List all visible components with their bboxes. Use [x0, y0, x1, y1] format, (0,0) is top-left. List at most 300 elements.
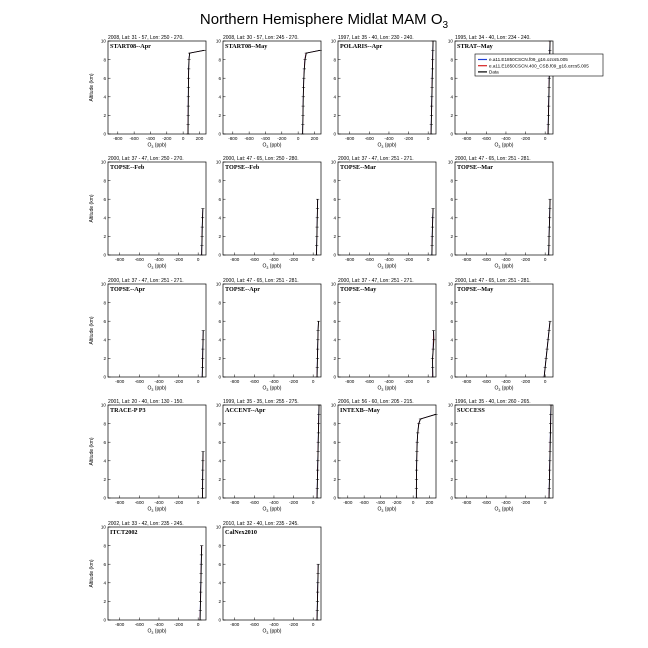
- y-tick-label: 10: [100, 38, 106, 44]
- y-tick-label: 8: [103, 543, 106, 549]
- y-tick-label: 10: [447, 38, 453, 44]
- x-tick-label: 200: [425, 500, 434, 505]
- y-tick-label: 0: [218, 374, 221, 380]
- x-tick-label: -600: [249, 379, 259, 384]
- y-tick-label: 10: [100, 524, 106, 530]
- y-tick-label: 2: [333, 113, 336, 119]
- x-tick-label: 0: [196, 379, 200, 384]
- y-tick-label: 10: [447, 281, 453, 287]
- x-axis-label-sub: 3: [266, 387, 269, 392]
- x-tick-label: 0: [196, 622, 200, 627]
- x-axis-label-unit: (ppb): [500, 263, 514, 270]
- x-axis-label-unit: (ppb): [383, 506, 397, 513]
- y-tick-label: 4: [218, 337, 221, 343]
- panel-7: [331, 156, 436, 270]
- y-tick-label: 2: [333, 477, 336, 483]
- x-tick-label: -400: [501, 379, 511, 384]
- data-profile-line: [202, 452, 203, 499]
- y-tick-label: 2: [218, 477, 221, 483]
- panel-header: 1996, Lat: 35 - 40, Lon: 260 - 265.: [455, 399, 531, 405]
- x-tick-label: 0: [426, 257, 430, 262]
- y-tick-label: 8: [103, 57, 106, 63]
- y-tick-label: 8: [218, 300, 221, 306]
- x-tick-label: 0: [543, 500, 547, 505]
- y-tick-label: 6: [333, 318, 336, 324]
- x-axis-label-sub: 3: [381, 265, 384, 270]
- x-axis-label-sub: 3: [266, 508, 269, 513]
- x-tick-label: -200: [403, 379, 414, 384]
- x-tick-label: -400: [154, 622, 164, 627]
- campaign-label: TOPSE--May: [340, 286, 377, 293]
- y-tick-label: 8: [450, 57, 453, 63]
- x-tick-label: -200: [288, 622, 299, 627]
- y-tick-label: 4: [218, 94, 221, 100]
- x-tick-label: 0: [543, 379, 547, 384]
- x-axis-label: [495, 143, 514, 149]
- plot-frame: [338, 284, 436, 377]
- x-tick-label: -800: [115, 500, 125, 505]
- panel-header: 2000, Lat: 37 - 47, Lon: 251 - 271.: [338, 278, 414, 284]
- panel-14: [216, 399, 321, 513]
- x-axis-label-unit: (ppb): [500, 142, 514, 149]
- x-tick-label: 0: [411, 500, 415, 505]
- panel-16: [448, 399, 553, 513]
- panel-header: 1995, Lat: 34 - 40, Lon: 234 - 240.: [455, 35, 531, 41]
- y-tick-label: 10: [100, 402, 106, 408]
- x-axis-label-main: O: [494, 385, 499, 392]
- y-axis-label: Altitude (km): [89, 316, 95, 345]
- y-tick-label: 8: [450, 178, 453, 184]
- y-axis-label: Altitude (km): [89, 194, 95, 223]
- y-tick-label: 2: [450, 234, 453, 240]
- panel-header: 2002, Lat: 33 - 42, Lon: 235 - 245.: [108, 521, 184, 527]
- x-tick-label: 0: [311, 500, 315, 505]
- y-tick-label: 4: [450, 94, 453, 100]
- x-tick-label: -400: [260, 136, 271, 141]
- legend-label: e.a11.E1850CSCN.f09_g16.ozcs5.005: [489, 57, 568, 63]
- panel-2: [216, 35, 322, 149]
- x-tick-label: -400: [269, 622, 279, 627]
- x-tick-label: -800: [230, 257, 240, 262]
- x-axis-label-unit: (ppb): [268, 385, 282, 392]
- panel-grid: [89, 35, 603, 635]
- x-axis-label: [263, 386, 282, 392]
- x-axis-label: [148, 386, 167, 392]
- panel-12: [448, 278, 553, 392]
- x-axis-label: [148, 143, 167, 149]
- y-tick-label: 2: [450, 477, 453, 483]
- campaign-label: TOPSE--Apr: [110, 286, 145, 293]
- y-tick-label: 10: [215, 38, 221, 44]
- x-tick-label: -600: [364, 257, 374, 262]
- y-tick-label: 6: [333, 75, 336, 81]
- y-tick-label: 6: [103, 318, 106, 324]
- y-tick-label: 6: [450, 439, 453, 445]
- plot-frame: [223, 162, 321, 255]
- x-tick-label: -400: [269, 257, 279, 262]
- y-tick-label: 2: [103, 356, 106, 362]
- y-tick-label: 6: [103, 439, 106, 445]
- plot-frame: [455, 405, 553, 498]
- x-tick-label: 0: [196, 257, 200, 262]
- x-axis-label-unit: (ppb): [383, 385, 397, 392]
- y-tick-label: 4: [103, 580, 106, 586]
- x-tick-label: -600: [134, 622, 144, 627]
- x-tick-label: 0: [311, 622, 315, 627]
- y-tick-label: 2: [333, 234, 336, 240]
- y-tick-label: 2: [103, 234, 106, 240]
- x-tick-label: 200: [310, 136, 319, 141]
- x-axis-label-main: O: [377, 506, 382, 513]
- plot-frame: [338, 41, 436, 134]
- x-axis-label-main: O: [494, 142, 499, 149]
- x-tick-label: 0: [543, 136, 547, 141]
- y-axis-label: Altitude (km): [89, 73, 95, 102]
- x-axis-label-sub: 3: [381, 387, 384, 392]
- plot-frame: [108, 405, 206, 498]
- x-tick-label: -200: [392, 500, 402, 505]
- y-tick-label: 0: [103, 617, 106, 623]
- y-tick-label: 6: [218, 318, 221, 324]
- plot-frame: [223, 527, 321, 620]
- y-tick-label: 10: [330, 402, 336, 408]
- y-tick-label: 0: [450, 374, 453, 380]
- y-tick-label: 4: [103, 215, 106, 221]
- x-axis-label-unit: (ppb): [383, 263, 397, 270]
- y-tick-label: 6: [218, 196, 221, 202]
- y-tick-label: 4: [333, 458, 336, 464]
- x-axis-label-main: O: [147, 385, 152, 392]
- y-tick-label: 8: [218, 178, 221, 184]
- y-tick-label: 0: [103, 374, 106, 380]
- x-tick-label: -600: [364, 379, 374, 384]
- x-tick-label: -400: [154, 257, 164, 262]
- x-axis-label-main: O: [494, 506, 499, 513]
- y-tick-label: 2: [103, 113, 106, 119]
- y-tick-label: 0: [218, 252, 221, 258]
- legend-label: e.a11.E1850CSCN.400_CSB.f09_g16.ozcs5.005: [489, 63, 589, 69]
- panel-8: [448, 156, 553, 270]
- y-tick-label: 0: [333, 374, 336, 380]
- x-tick-label: -400: [501, 257, 511, 262]
- panel-header: 2000, Lat: 37 - 47, Lon: 251 - 271.: [108, 278, 184, 284]
- x-tick-label: -600: [364, 136, 374, 141]
- x-tick-label: -200: [520, 136, 531, 141]
- x-tick-label: -800: [343, 500, 353, 505]
- y-tick-label: 10: [330, 159, 336, 165]
- panel-17: [89, 521, 206, 635]
- x-tick-label: 0: [311, 379, 315, 384]
- x-tick-label: -600: [134, 500, 144, 505]
- y-tick-label: 0: [103, 131, 106, 137]
- x-axis-label-sub: 3: [498, 265, 501, 270]
- plot-frame: [108, 527, 206, 620]
- campaign-label: SUCCESS: [457, 407, 485, 414]
- x-axis-label-main: O: [262, 628, 267, 635]
- x-axis-label-sub: 3: [266, 144, 269, 149]
- x-tick-label: -200: [288, 379, 299, 384]
- campaign-label: TOPSE--Mar: [340, 164, 376, 171]
- panel-5: [89, 156, 206, 270]
- x-axis-label-sub: 3: [266, 630, 269, 635]
- panel-10: [216, 278, 321, 392]
- x-tick-label: -200: [520, 257, 531, 262]
- x-tick-label: -400: [269, 379, 279, 384]
- y-tick-label: 6: [450, 196, 453, 202]
- y-tick-label: 2: [450, 356, 453, 362]
- x-axis-label-unit: (ppb): [153, 263, 167, 270]
- x-tick-label: -600: [481, 379, 491, 384]
- x-tick-label: 0: [426, 379, 430, 384]
- x-tick-label: -400: [375, 500, 386, 505]
- x-axis-label-unit: (ppb): [268, 142, 282, 149]
- y-tick-label: 4: [450, 458, 453, 464]
- plot-frame: [223, 405, 321, 498]
- x-tick-label: -800: [228, 136, 238, 141]
- x-axis-label-sub: 3: [151, 265, 154, 270]
- x-tick-label: -400: [384, 257, 394, 262]
- x-axis-label-main: O: [494, 263, 499, 270]
- plot-frame: [108, 284, 206, 377]
- y-tick-label: 10: [215, 524, 221, 530]
- panel-header: 2000, Lat: 47 - 65, Lon: 251 - 281.: [455, 156, 531, 162]
- x-tick-label: -800: [230, 622, 240, 627]
- x-axis-label-unit: (ppb): [268, 263, 282, 270]
- model-profile-line: [416, 414, 435, 498]
- panel-13: [89, 399, 206, 513]
- x-tick-label: -400: [154, 379, 164, 384]
- y-tick-label: 4: [450, 337, 453, 343]
- x-tick-label: -800: [230, 379, 240, 384]
- x-tick-label: -600: [481, 500, 491, 505]
- x-tick-label: -600: [249, 257, 259, 262]
- panel-header: 1999, Lat: 35 - 35, Lon: 255 - 275.: [223, 399, 299, 405]
- x-axis-label: [263, 264, 282, 270]
- x-axis-label-main: O: [147, 506, 152, 513]
- x-axis-label-main: O: [377, 263, 382, 270]
- x-tick-label: -200: [403, 136, 414, 141]
- x-tick-label: -200: [162, 136, 172, 141]
- plot-frame: [108, 41, 206, 134]
- x-tick-label: -600: [359, 500, 369, 505]
- x-tick-label: -200: [288, 257, 299, 262]
- y-tick-label: 8: [450, 421, 453, 427]
- y-tick-label: 6: [218, 75, 221, 81]
- x-axis-label: [148, 507, 167, 513]
- x-tick-label: 0: [196, 500, 200, 505]
- panel-header: 2006, Lat: 56 - 60, Lon: 205 - 215.: [338, 399, 414, 405]
- y-tick-label: 4: [218, 458, 221, 464]
- y-tick-label: 4: [103, 337, 106, 343]
- panel-header: 2008, Lat: 31 - 57, Lon: 250 - 270.: [108, 35, 184, 41]
- x-tick-label: -800: [115, 622, 125, 627]
- x-tick-label: -400: [384, 136, 394, 141]
- x-tick-label: -200: [173, 622, 184, 627]
- x-axis-label-main: O: [147, 142, 152, 149]
- x-axis-label-main: O: [147, 628, 152, 635]
- y-tick-label: 4: [218, 215, 221, 221]
- campaign-label: START08--May: [225, 43, 268, 50]
- y-tick-label: 8: [103, 178, 106, 184]
- x-tick-label: -200: [173, 257, 184, 262]
- x-tick-label: -200: [173, 500, 184, 505]
- x-tick-label: -600: [481, 136, 491, 141]
- campaign-label: TOPSE--Feb: [225, 164, 260, 171]
- y-tick-label: 6: [218, 561, 221, 567]
- model-profile-line: [188, 50, 204, 134]
- y-tick-label: 4: [218, 580, 221, 586]
- x-axis-label-unit: (ppb): [383, 142, 397, 149]
- data-profile-line: [416, 414, 436, 498]
- x-axis-label-sub: 3: [381, 144, 384, 149]
- y-tick-label: 6: [218, 439, 221, 445]
- x-axis-label-unit: (ppb): [500, 506, 514, 513]
- x-axis-label-unit: (ppb): [268, 628, 282, 635]
- x-tick-label: -600: [249, 500, 259, 505]
- x-tick-label: -200: [520, 500, 531, 505]
- y-tick-label: 10: [100, 281, 106, 287]
- x-axis-label-unit: (ppb): [268, 506, 282, 513]
- y-tick-label: 6: [333, 439, 336, 445]
- y-tick-label: 6: [450, 318, 453, 324]
- x-axis-label-sub: 3: [498, 508, 501, 513]
- y-tick-label: 0: [218, 495, 221, 501]
- x-tick-label: -800: [345, 379, 355, 384]
- y-tick-label: 0: [333, 131, 336, 137]
- y-tick-label: 2: [218, 113, 221, 119]
- panel-header: 2008, Lat: 30 - 57, Lon: 245 - 270.: [223, 35, 299, 41]
- x-axis-label: [263, 629, 282, 635]
- x-axis-label-unit: (ppb): [153, 628, 167, 635]
- data-profile-line: [202, 331, 203, 378]
- x-axis-label: [495, 264, 514, 270]
- data-profile-line: [432, 209, 433, 256]
- data-profile-line: [188, 50, 204, 134]
- y-tick-label: 8: [103, 421, 106, 427]
- x-tick-label: -600: [129, 136, 139, 141]
- x-tick-label: -400: [501, 136, 511, 141]
- y-tick-label: 0: [333, 252, 336, 258]
- x-tick-label: -800: [462, 136, 472, 141]
- y-tick-label: 6: [333, 196, 336, 202]
- model-profile-line: [188, 50, 204, 134]
- panel-18: [216, 521, 321, 635]
- plot-frame: [455, 162, 553, 255]
- x-tick-label: -600: [134, 379, 144, 384]
- campaign-label: STRAT--May: [457, 43, 493, 50]
- y-tick-label: 0: [218, 131, 221, 137]
- x-tick-label: -600: [244, 136, 254, 141]
- x-axis-label-unit: (ppb): [500, 385, 514, 392]
- campaign-label: TOPSE--Mar: [457, 164, 493, 171]
- x-axis-label-sub: 3: [151, 387, 154, 392]
- campaign-label: TRACE-P P3: [110, 407, 146, 414]
- x-tick-label: 0: [426, 136, 430, 141]
- x-tick-label: -400: [384, 379, 394, 384]
- x-axis-label-main: O: [262, 385, 267, 392]
- y-tick-label: 10: [447, 402, 453, 408]
- model-profile-line: [416, 414, 436, 498]
- x-axis-label: [495, 507, 514, 513]
- campaign-label: ACCENT--Apr: [225, 407, 266, 414]
- panel-4: [448, 35, 603, 149]
- panel-header: 2000, Lat: 37 - 47, Lon: 250 - 270.: [108, 156, 184, 162]
- panel-1: [89, 35, 206, 149]
- x-axis-label-main: O: [377, 385, 382, 392]
- x-tick-label: -200: [288, 500, 299, 505]
- panel-header: 2000, Lat: 47 - 65, Lon: 251 - 281.: [223, 278, 299, 284]
- x-tick-label: 0: [181, 136, 185, 141]
- x-axis-label: [378, 143, 397, 149]
- panel-6: [216, 156, 321, 270]
- data-profile-line: [303, 50, 321, 134]
- x-tick-label: -800: [345, 136, 355, 141]
- y-tick-label: 2: [103, 477, 106, 483]
- y-tick-label: 10: [100, 159, 106, 165]
- campaign-label: ITCT2002: [110, 529, 138, 536]
- y-tick-label: 4: [103, 94, 106, 100]
- x-axis-label: [378, 264, 397, 270]
- plot-frame: [223, 284, 321, 377]
- y-tick-label: 2: [333, 356, 336, 362]
- y-tick-label: 2: [218, 356, 221, 362]
- panel-3: [331, 35, 436, 149]
- x-tick-label: 200: [195, 136, 204, 141]
- plot-frame: [338, 162, 436, 255]
- y-tick-label: 8: [218, 543, 221, 549]
- y-tick-label: 6: [103, 75, 106, 81]
- y-tick-label: 4: [333, 337, 336, 343]
- x-axis-label-main: O: [377, 142, 382, 149]
- campaign-label: START08--Apr: [110, 43, 151, 50]
- y-axis-label: Altitude (km): [89, 559, 95, 588]
- x-tick-label: -200: [277, 136, 287, 141]
- panel-header: 2000, Lat: 47 - 65, Lon: 251 - 281.: [455, 278, 531, 284]
- panel-header: 2000, Lat: 37 - 47, Lon: 251 - 271.: [338, 156, 414, 162]
- x-tick-label: -400: [501, 500, 511, 505]
- y-tick-label: 2: [218, 599, 221, 605]
- data-profile-line: [202, 209, 203, 256]
- campaign-label: INTEXB--May: [340, 407, 380, 414]
- y-tick-label: 2: [450, 113, 453, 119]
- y-tick-label: 8: [218, 421, 221, 427]
- y-tick-label: 8: [333, 57, 336, 63]
- campaign-label: TOPSE--Feb: [110, 164, 145, 171]
- x-tick-label: 0: [543, 257, 547, 262]
- legend: [475, 54, 603, 76]
- panel-15: [331, 399, 438, 513]
- y-tick-label: 0: [103, 252, 106, 258]
- x-axis-label: [378, 386, 397, 392]
- x-axis-label-sub: 3: [498, 144, 501, 149]
- panel-9: [89, 278, 206, 392]
- x-axis-label-sub: 3: [381, 508, 384, 513]
- x-tick-label: -200: [520, 379, 531, 384]
- campaign-label: CalNex2010: [225, 529, 257, 536]
- panel-header: 2010, Lat: 32 - 40, Lon: 235 - 245.: [223, 521, 299, 527]
- x-axis-label: [263, 143, 282, 149]
- x-tick-label: -400: [269, 500, 279, 505]
- x-axis-label: [263, 507, 282, 513]
- plot-frame: [108, 162, 206, 255]
- x-axis-label-unit: (ppb): [153, 385, 167, 392]
- y-tick-label: 10: [330, 38, 336, 44]
- y-tick-label: 0: [450, 252, 453, 258]
- x-tick-label: -800: [115, 257, 125, 262]
- y-tick-label: 4: [450, 215, 453, 221]
- x-tick-label: -400: [154, 500, 164, 505]
- x-tick-label: -600: [481, 257, 491, 262]
